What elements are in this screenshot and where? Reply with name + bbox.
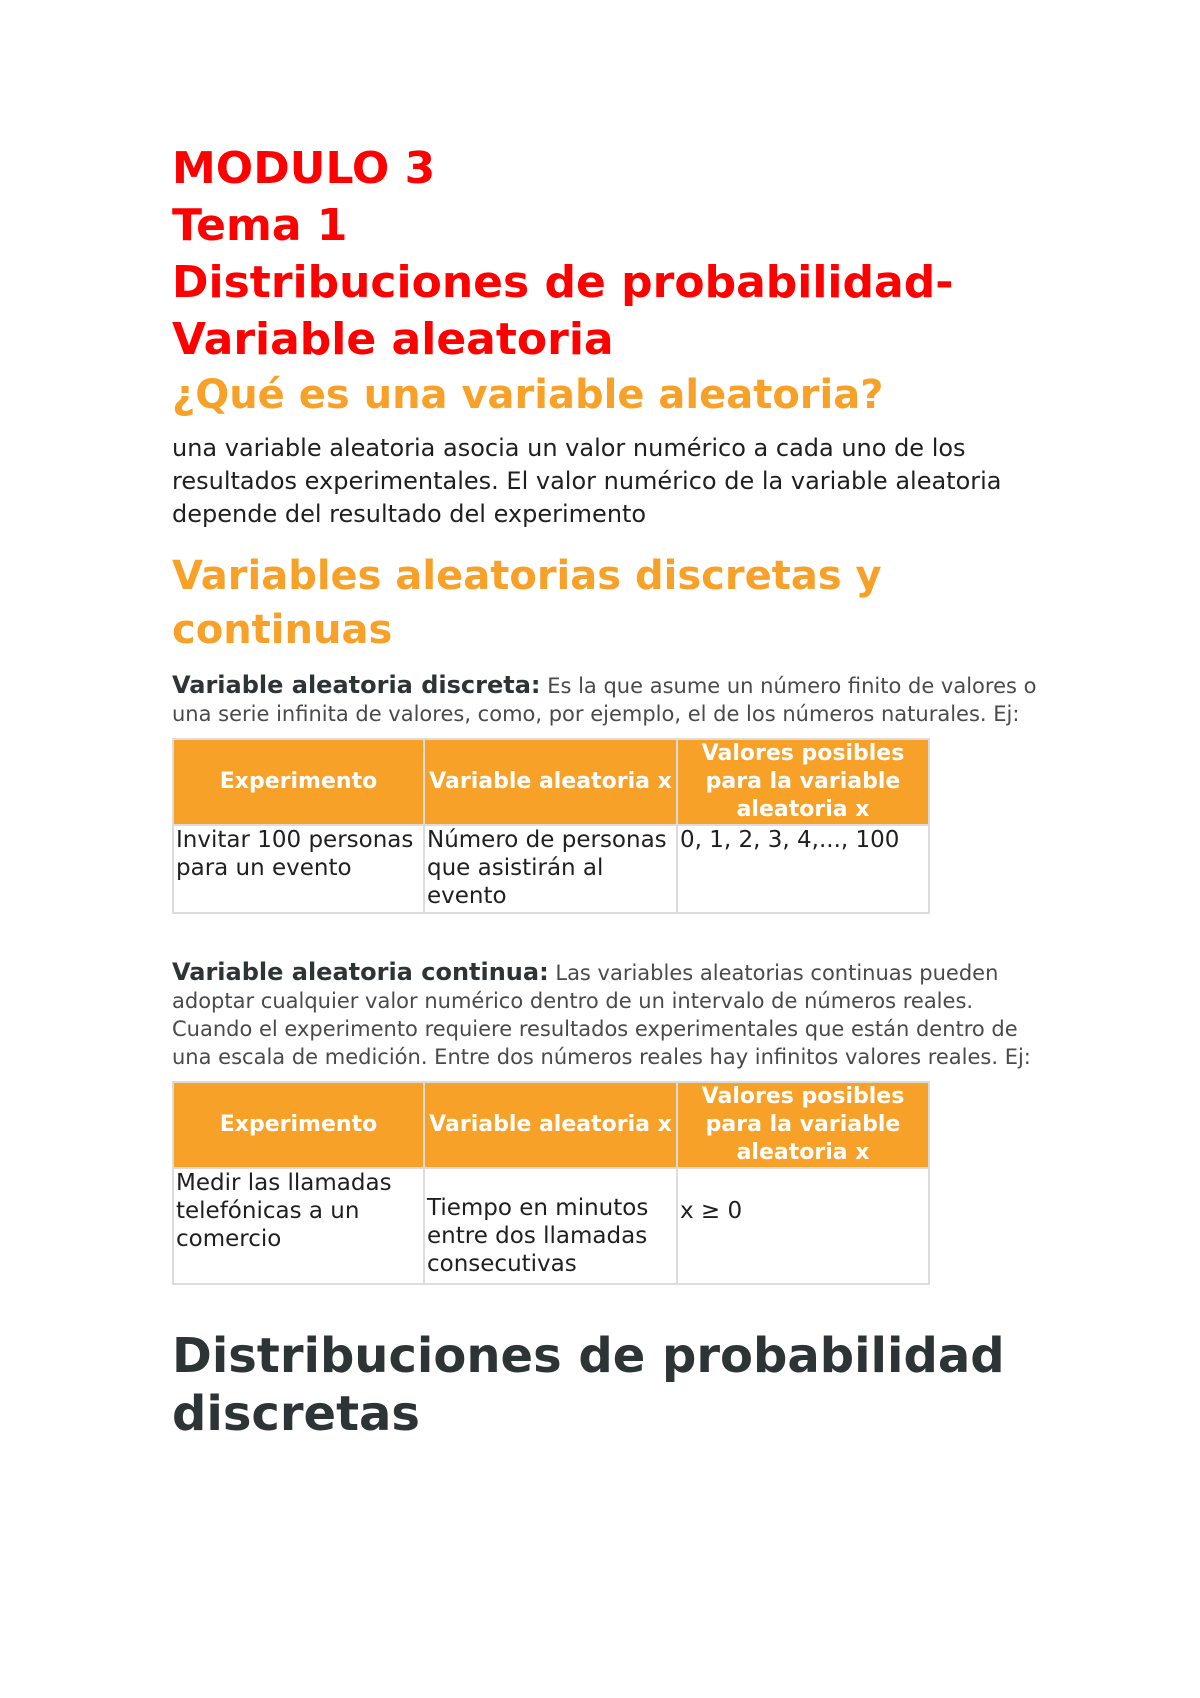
continuous-lead: Variable aleatoria continua: <box>172 958 549 986</box>
question-heading: ¿Qué es una variable aleatoria? <box>172 372 884 418</box>
continuous-text: Las variables aleatorias continuas pueden adoptar cualquier valor numérico dentro de un intervalo de números reales. Cuando el experimento requiere resultados experimentales que están dentro de una escala de medición. Entre dos números reales hay infinitos valores reales. Ej: <box>172 961 1031 1069</box>
title-block <box>172 140 1052 368</box>
main-title-line2: Variable aleatoria <box>172 314 614 365</box>
discrete-text: Es la que asume un número finito de valores o una serie infinita de valores, como, por ejemplo, el de los números naturales. Ej: <box>172 674 1037 726</box>
table-header-cell: Variable aleatoria x <box>424 1082 677 1168</box>
module-title: MODULO 3 <box>172 143 436 194</box>
discrete-table <box>172 738 930 914</box>
spacer <box>172 914 1052 958</box>
table-header-cell: Valores posibles para la variable aleatoria x <box>677 1082 929 1168</box>
table-header-cell: Variable aleatoria x <box>424 739 677 825</box>
table-cell: Número de personas que asistirán al evento <box>424 825 677 913</box>
table-cell: Medir las llamadas telefónicas a un comercio <box>173 1168 424 1284</box>
discrete-definition <box>172 671 1052 728</box>
table-cell: x ≥ 0 <box>677 1168 929 1284</box>
table-header-cell: Experimento <box>173 1082 424 1168</box>
main-title-line1: Distribuciones de probabilidad- <box>172 257 954 308</box>
discrete-lead: Variable aleatoria discreta: <box>172 671 541 699</box>
continuous-table <box>172 1081 930 1285</box>
table-header-cell: Experimento <box>173 739 424 825</box>
table-header-cell: Valores posibles para la variable aleatoria x <box>677 739 929 825</box>
section-heading: Variables aleatorias discretas y continuas <box>172 553 882 653</box>
definition-paragraph: una variable aleatoria asocia un valor numérico a cada uno de los resultados experimentales. El valor numérico de la variable aleatoria depende del resultado del experimento <box>172 434 1002 528</box>
continuous-definition <box>172 958 1052 1071</box>
table-cell: Tiempo en minutos entre dos llamadas consecutivas <box>424 1168 677 1284</box>
table-row <box>173 1168 929 1284</box>
document-page <box>172 140 1052 1443</box>
spacer <box>172 1285 1052 1327</box>
table-cell: 0, 1, 2, 3, 4,..., 100 <box>677 825 929 913</box>
table-header-row <box>173 1082 929 1168</box>
table-cell: Invitar 100 personas para un evento <box>173 825 424 913</box>
final-heading: Distribuciones de probabilidad discretas <box>172 1328 1005 1442</box>
topic-title: Tema 1 <box>172 200 348 251</box>
table-row <box>173 825 929 913</box>
table-header-row <box>173 739 929 825</box>
